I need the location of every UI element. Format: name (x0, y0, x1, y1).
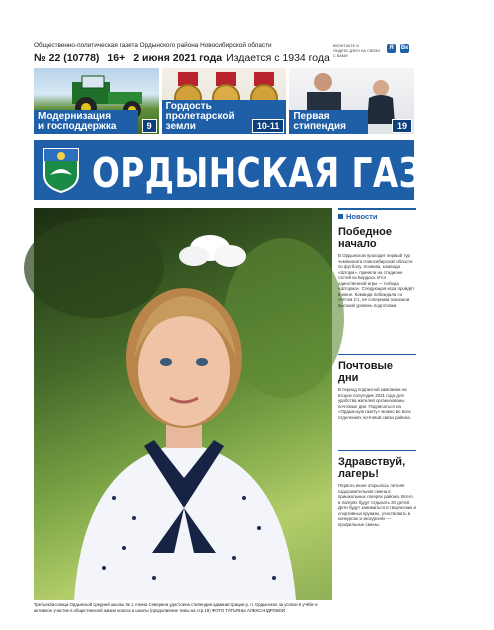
vk-icon[interactable]: Вк (400, 45, 409, 51)
issue-line (34, 52, 330, 64)
paper-title: ОРДЫНСКАЯ ГАЗЕТА (92, 149, 494, 197)
main-photo (34, 208, 332, 600)
girl-portrait (34, 208, 332, 600)
news-item[interactable] (338, 226, 416, 349)
teaser-page-number: 9 (142, 119, 157, 133)
coat-of-arms-icon (42, 147, 80, 193)
divider (338, 450, 416, 451)
issue-number: № 22 (10778) (34, 52, 100, 64)
news-title: Здравствуй, лагерь! (338, 456, 406, 480)
section-title: Новости (346, 212, 378, 221)
teaser-pride[interactable] (162, 68, 287, 134)
teaser-label: Первая стипендия (289, 110, 368, 134)
masthead-info (34, 42, 330, 64)
social-text: ВКОНТАКТЕ И ЯНДЕКС.ДЗЕН НА СВЯЗИ С ВАМИ (333, 44, 380, 58)
yandex-zen-icon[interactable]: Я (387, 44, 396, 53)
age-rating: 16+ (107, 52, 126, 64)
teaser-page-number: 19 (392, 119, 412, 133)
teaser-scholarship[interactable] (289, 68, 414, 134)
news-item[interactable] (338, 360, 416, 445)
photo-caption: Третьеклассница Ордынской средней школы № 1 Алина Северина удостоена стипендии администрации р. п. Ордынское за успехи в учёбе и активное участие в общественной жизни класса и школы (продолжение темы на стр.19) ФОТО ТАТЬЯНЫ АЛЕКСАНДРОВОЙ (34, 602, 318, 613)
social-block (333, 44, 413, 59)
news-title: Победное начало (338, 226, 393, 250)
teaser-label: Модернизация и господдержка (34, 110, 138, 134)
divider (338, 354, 416, 355)
square-icon (338, 214, 343, 219)
teaser-page-number: 10-11 (252, 119, 285, 133)
news-sidebar (338, 208, 416, 589)
news-body: В Ордынском проходит первый тур чемпионата Новосибирской области по футболу. Хозяева, команда «Шторм», приняла на стадионе гостей из Бердска. Итог единственной игры — победа «Шторма». Следующая игра пройдёт в июне. Команда побеждала со счётом 2:1, её соперники показали высокий уровень подготовки. (338, 253, 415, 308)
teaser-label: Гордость пролетарской земли (162, 100, 287, 134)
teaser-strip (34, 68, 414, 134)
news-item[interactable] (338, 456, 416, 589)
teaser-modernization[interactable] (34, 68, 159, 134)
news-body: В период подписной кампании на второе полугодие 2021 года для удобства жителей организованы почтовые дни. Подписаться на «Ордынскую газету» можно во всех отделениях почтовой связи района. (338, 387, 411, 420)
news-title: Почтовые дни (338, 360, 393, 384)
title-banner (34, 140, 494, 200)
news-body: Первого июня открылась летняя оздоровительная смена в пришкольных лагерях района. Всего в лагерях будут отдыхать 20 детей. Дети будут заниматься в творческих и спортивных кружках, участвовать в конкурсах и экскурсиях — профильные смены. (338, 483, 416, 527)
publisher-line: Общественно-политическая газета Ордынского района Новосибирской области (34, 42, 272, 49)
since-year: Издается с 1934 года (226, 52, 330, 64)
section-header (338, 208, 416, 221)
issue-date: 2 июня 2021 года (133, 52, 223, 64)
